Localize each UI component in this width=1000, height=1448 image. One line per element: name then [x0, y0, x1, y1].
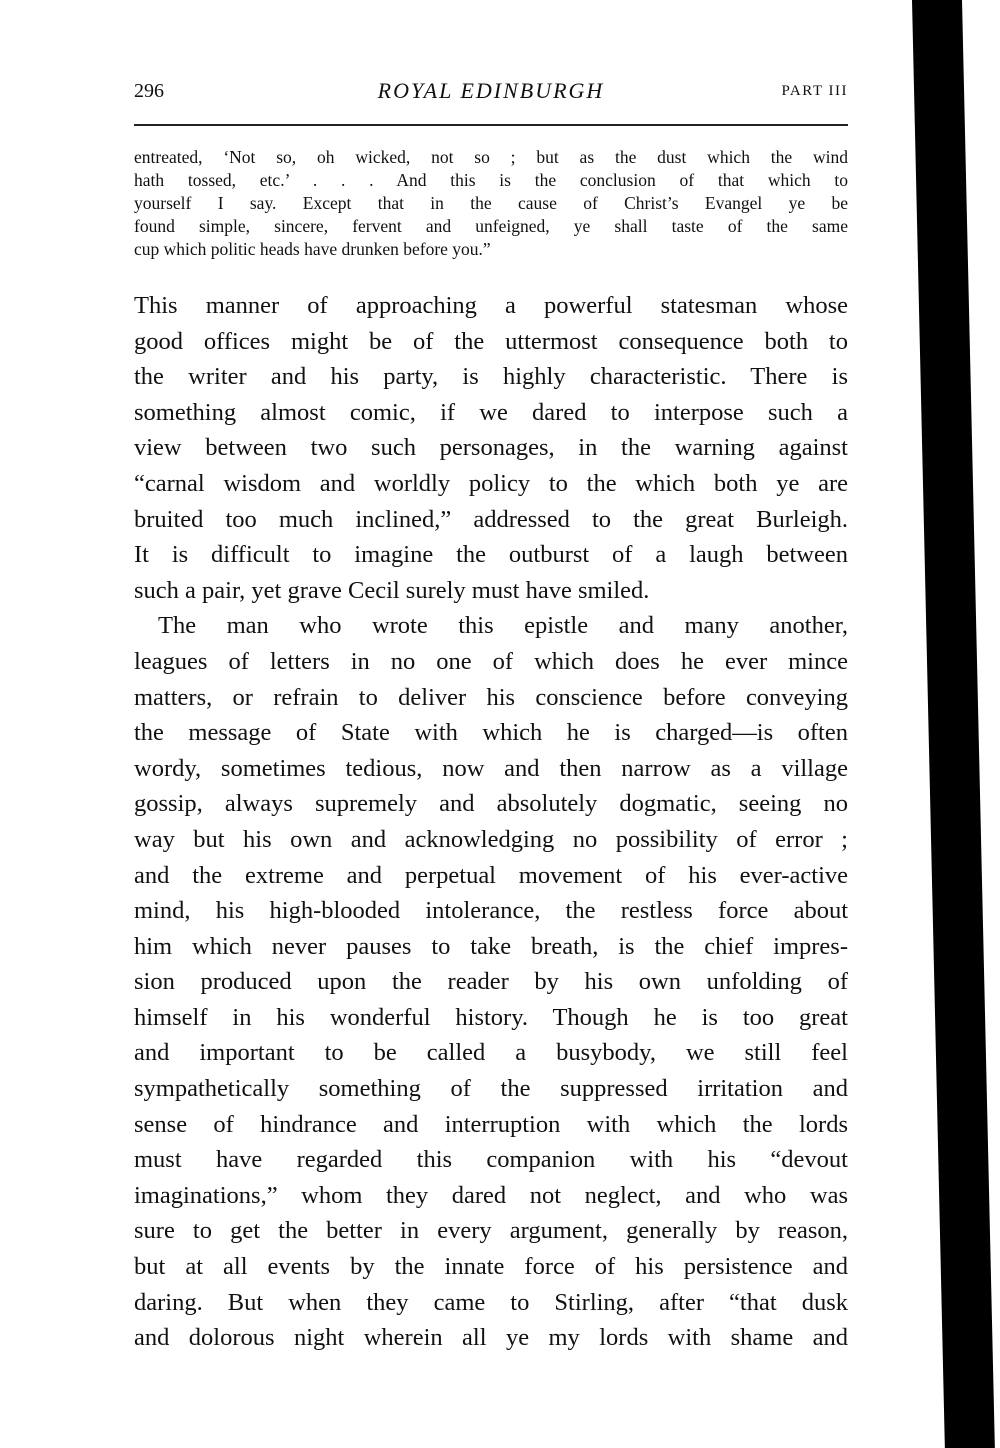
- text-line: cup which politic heads have drunken before you.”: [134, 239, 491, 259]
- text-line: gossip, always supremely and absolutely dogmatic, seeing no: [134, 790, 848, 818]
- part-label: PART III: [781, 83, 848, 99]
- binding-shadow: [912, 0, 995, 1448]
- text-line: something almost comic, if we dared to interpose such a: [134, 398, 848, 426]
- text-line: mind, his high-blooded intolerance, the restless force about: [134, 897, 848, 925]
- text-line: hath tossed, etc.’ . . . And this is the conclusion of that which to: [134, 170, 848, 190]
- text-line: matters, or refrain to deliver his conscience before conveying: [134, 683, 848, 711]
- text-line: sense of hindrance and interruption with which the lords: [134, 1110, 848, 1138]
- text-line: way but his own and acknowledging no possibility of error ;: [134, 825, 848, 853]
- block-quote: [134, 146, 848, 261]
- body-text: [134, 288, 848, 1356]
- text-line: sion produced upon the reader by his own unfolding of: [134, 968, 848, 996]
- text-line: and dolorous night wherein all ye my lords with shame and: [134, 1324, 848, 1352]
- text-line: sympathetically something of the suppressed irritation and: [134, 1075, 848, 1103]
- running-header: [134, 80, 848, 110]
- text-line: leagues of letters in no one of which does he ever mince: [134, 647, 848, 675]
- text-line: yourself I say. Except that in the cause of Christ’s Evangel ye be: [134, 193, 848, 213]
- text-line: found simple, sincere, fervent and unfeigned, ye shall taste of the same: [134, 216, 848, 236]
- text-line: This manner of approaching a powerful statesman whose: [134, 292, 848, 319]
- text-line: “carnal wisdom and worldly policy to the which both ye are: [134, 469, 848, 497]
- running-title: ROYAL EDINBURGH: [377, 78, 605, 103]
- text-line: himself in his wonderful history. Though he is too great: [134, 1003, 848, 1031]
- text-line: view between two such personages, in the warning against: [134, 434, 848, 462]
- text-line: him which never pauses to take breath, is the chief impres-: [134, 932, 848, 960]
- text-line: must have regarded this companion with his “devout: [134, 1146, 848, 1174]
- text-line: such a pair, yet grave Cecil surely must have smiled.: [134, 576, 650, 604]
- text-line: sure to get the better in every argument, generally by reason,: [134, 1217, 848, 1245]
- text-line: but at all events by the innate force of his persistence and: [134, 1253, 848, 1281]
- page-number: 296: [134, 80, 164, 102]
- text-line: It is difficult to imagine the outburst of a laugh between: [134, 541, 848, 569]
- text-line: daring. But when they came to Stirling, after “that dusk: [134, 1288, 848, 1316]
- text-line: The man who wrote this epistle and many another,: [158, 612, 848, 640]
- text-line: imaginations,” whom they dared not neglect, and who was: [134, 1181, 848, 1209]
- text-line: and the extreme and perpetual movement of his ever-active: [134, 861, 848, 889]
- text-line: and important to be called a busybody, we still feel: [134, 1039, 848, 1067]
- text-line: entreated, ‘Not so, oh wicked, not so ; but as the dust which the wind: [134, 147, 848, 167]
- text-line: bruited too much inclined,” addressed to the great Burleigh.: [134, 505, 848, 533]
- header-rule: [134, 124, 848, 126]
- text-line: the writer and his party, is highly characteristic. There is: [134, 363, 848, 391]
- text-line: the message of State with which he is charged—is often: [134, 719, 848, 747]
- text-line: good offices might be of the uttermost consequence both to: [134, 327, 848, 355]
- text-line: wordy, sometimes tedious, now and then narrow as a village: [134, 754, 848, 782]
